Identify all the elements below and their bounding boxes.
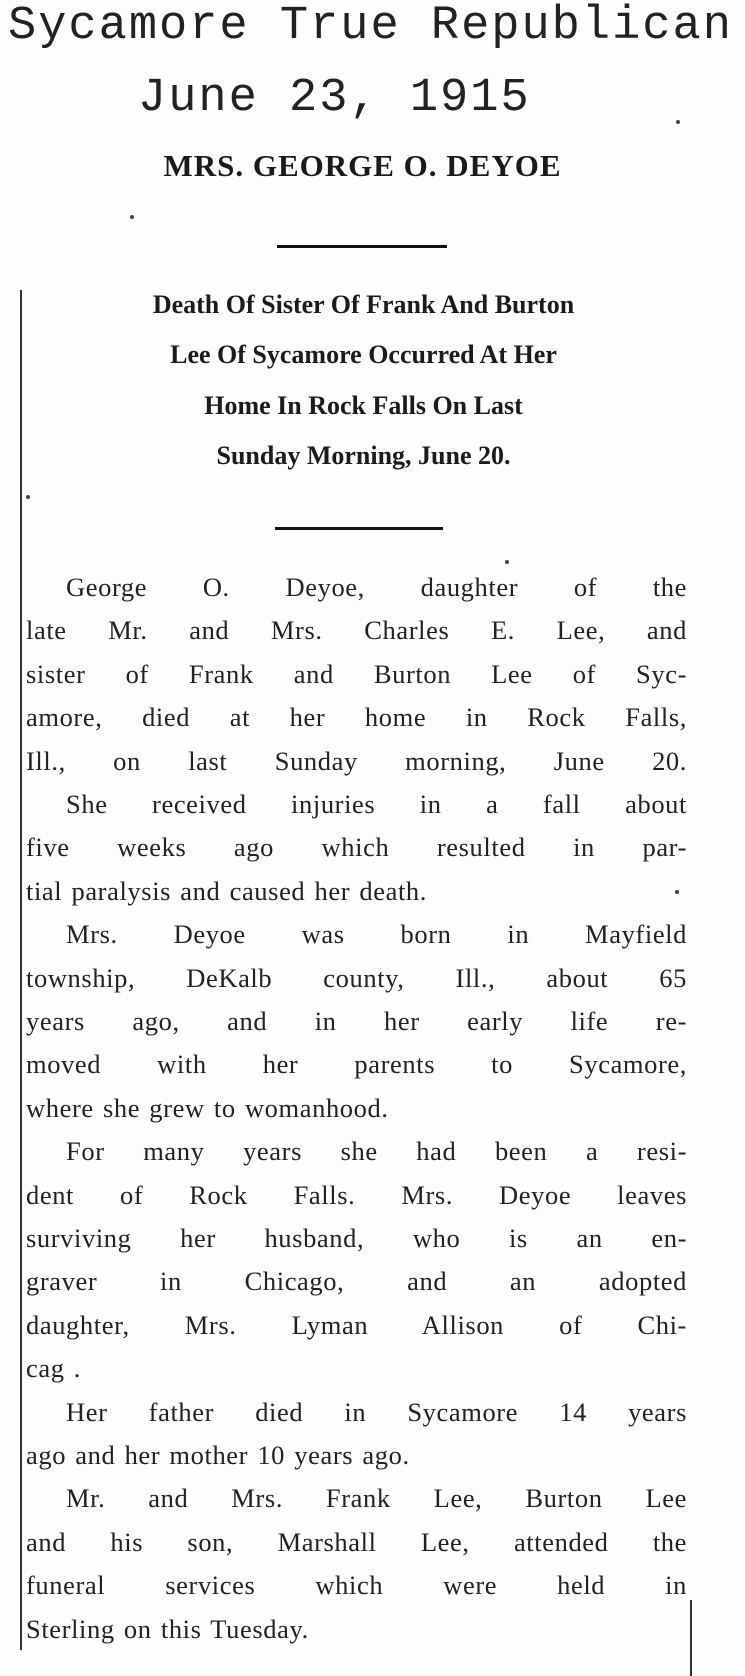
body-line: Sterling on this Tuesday. [26, 1614, 309, 1644]
body-line: years ago, and in her early life re- [26, 1006, 687, 1036]
subheadline-line: Sunday Morning, June 20. [216, 441, 511, 470]
body-line: funeral services which were held in [26, 1570, 687, 1600]
body-line: sister of Frank and Burton Lee of Syc- [26, 659, 687, 689]
print-speck [676, 120, 680, 124]
body-line: Mrs. Deyoe was born in Mayfield [66, 919, 687, 949]
body-line: dent of Rock Falls. Mrs. Deyoe leaves [26, 1180, 687, 1210]
source-title: Sycamore True Republican [8, 0, 733, 53]
subheadline-line: Home In Rock Falls On Last [204, 391, 523, 420]
body-line: For many years she had been a resi- [66, 1136, 687, 1166]
body-line: daughter, Mrs. Lyman Allison of Chi- [26, 1310, 687, 1340]
body-line: township, DeKalb county, Ill., about 65 [26, 963, 687, 993]
publication-date: June 23, 1915 [138, 72, 531, 125]
print-speck [26, 495, 30, 499]
body-line: where she grew to womanhood. [26, 1093, 389, 1123]
subheadline-line: Death Of Sister Of Frank And Burton [152, 290, 575, 319]
body-line: Her father died in Sycamore 14 years [66, 1397, 687, 1427]
body-line: moved with her parents to Sycamore, [26, 1049, 687, 1079]
headline: MRS. GEORGE O. DEYOE [163, 148, 562, 183]
body-line: George O. Deyoe, daughter of the [66, 572, 687, 602]
body-line: five weeks ago which resulted in par- [26, 832, 687, 862]
print-speck [505, 560, 509, 564]
body-line: graver in Chicago, and an adopted [26, 1266, 687, 1296]
column-border-right [690, 1600, 692, 1676]
body-line: late Mr. and Mrs. Charles E. Lee, and [26, 615, 687, 645]
divider-rule [277, 245, 447, 248]
print-speck [130, 215, 134, 219]
body-line: and his son, Marshall Lee, attended the [26, 1527, 687, 1557]
body-line: cag . [26, 1353, 82, 1383]
body-line: She received injuries in a fall about [66, 789, 687, 819]
body-line: Mr. and Mrs. Frank Lee, Burton Lee [66, 1483, 687, 1513]
body-line: Ill., on last Sunday morning, June 20. [26, 746, 687, 776]
divider-rule [275, 527, 443, 530]
body-line: amore, died at her home in Rock Falls, [26, 702, 687, 732]
body-line: tial paralysis and caused her death. [26, 876, 427, 906]
subheadline-line: Lee Of Sycamore Occurred At Her [170, 340, 557, 369]
body-line: surviving her husband, who is an en- [26, 1223, 687, 1253]
column-border-left [20, 290, 22, 1650]
body-line: ago and her mother 10 years ago. [26, 1440, 410, 1470]
print-speck [675, 890, 679, 894]
